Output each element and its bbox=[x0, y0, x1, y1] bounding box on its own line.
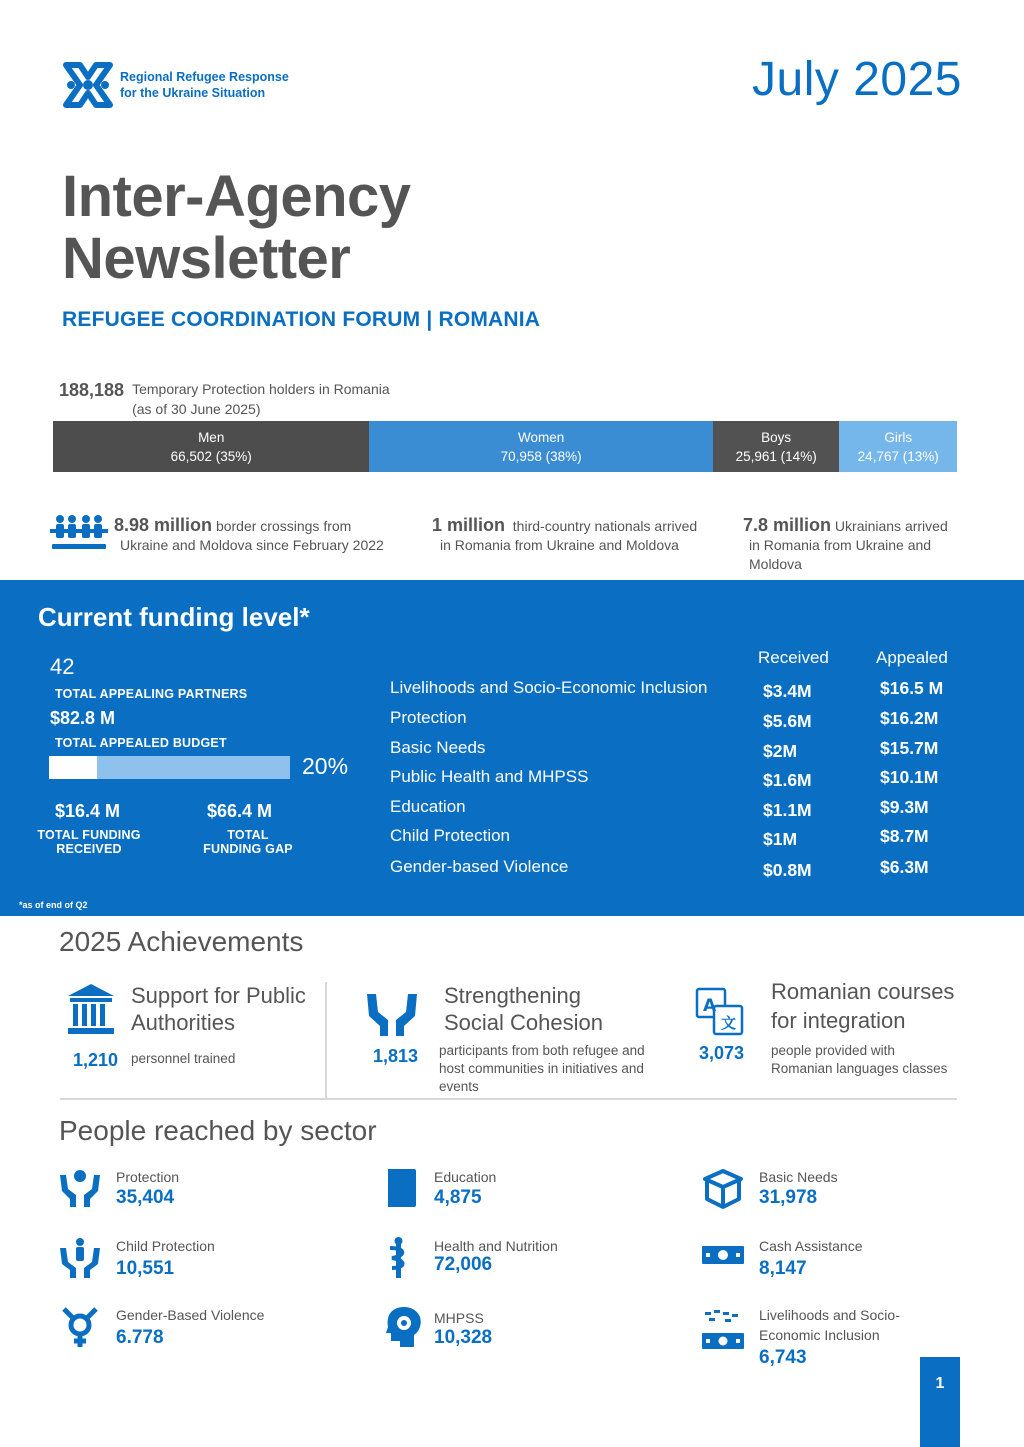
funding-appealed-value: $6.3M bbox=[880, 857, 929, 877]
page-title-line2: Newsletter bbox=[62, 226, 351, 291]
sector-value: 6.778 bbox=[116, 1327, 164, 1348]
sector-education bbox=[376, 1167, 636, 1223]
funding-appealed-value: $10.1M bbox=[880, 767, 939, 787]
received-label-line1: TOTAL FUNDING bbox=[37, 828, 141, 842]
achievement-desc bbox=[439, 1042, 645, 1096]
achievement-divider bbox=[325, 982, 327, 1098]
stat-text: third-country nationals arrived bbox=[512, 518, 698, 534]
sector-label-line2: Economic Inclusion bbox=[759, 1327, 880, 1343]
box-icon bbox=[701, 1167, 745, 1211]
funding-sector: Protection bbox=[390, 708, 467, 727]
achievement-title-line1: Strengthening bbox=[444, 983, 581, 1008]
sector-basic-needs bbox=[701, 1167, 961, 1223]
achievement-romanian-courses bbox=[694, 980, 984, 1098]
achievement-desc-line1: people provided with bbox=[771, 1043, 895, 1058]
funding-appealed-value: $15.7M bbox=[880, 738, 939, 758]
people-crossing-icon bbox=[50, 514, 108, 554]
funding-sector: Gender-based Violence bbox=[390, 857, 569, 876]
stat-number: 1 million bbox=[432, 515, 506, 535]
language-icon bbox=[694, 986, 748, 1040]
gap-label-line2: FUNDING GAP bbox=[203, 842, 293, 856]
svg-text:A: A bbox=[703, 996, 717, 1016]
achievement-title-line2: Social Cohesion bbox=[444, 1010, 603, 1035]
achievement-desc-line1: participants from both refugee and bbox=[439, 1043, 645, 1058]
funding-received-value: $5.6M bbox=[763, 711, 812, 731]
funding-title: Current funding level* bbox=[38, 602, 310, 632]
demo-label: Boys bbox=[761, 429, 792, 445]
funding-received: $16.4 M bbox=[55, 801, 121, 821]
demo-label: Women bbox=[518, 429, 565, 445]
gender-icon bbox=[58, 1305, 102, 1349]
tp-desc-line2: (as of 30 June 2025) bbox=[132, 401, 261, 417]
funding-progress-bar bbox=[49, 756, 290, 779]
stat-tcn-arrivals bbox=[432, 516, 732, 555]
sector-value: 31,978 bbox=[759, 1187, 818, 1208]
sectors-title: People reached by sector bbox=[59, 1115, 377, 1146]
org-name-line1: Regional Refugee Response bbox=[120, 70, 289, 84]
achievement-title-line2: for integration bbox=[771, 1008, 906, 1033]
achievement-desc-line2: host communities in initiatives and bbox=[439, 1061, 644, 1076]
demo-label: Girls bbox=[884, 429, 913, 445]
section-divider bbox=[60, 1098, 957, 1100]
demo-segment-boys bbox=[713, 421, 840, 472]
funding-row bbox=[390, 738, 990, 768]
funding-received-value: $1M bbox=[763, 829, 798, 849]
government-building-icon bbox=[66, 982, 116, 1036]
gap-label-line1: TOTAL bbox=[227, 828, 269, 842]
rrp-logo bbox=[60, 57, 300, 113]
sector-gbv bbox=[58, 1305, 318, 1361]
received-label bbox=[34, 828, 144, 856]
sector-label: Cash Assistance bbox=[759, 1238, 863, 1254]
sector-mhpss bbox=[384, 1305, 644, 1361]
child-protection-icon bbox=[58, 1236, 102, 1280]
page-subtitle: REFUGEE COORDINATION FORUM | ROMANIA bbox=[62, 308, 541, 331]
demo-value: 25,961 (14%) bbox=[735, 448, 817, 464]
col-header-received: Received bbox=[758, 648, 829, 667]
sector-value: 8,147 bbox=[759, 1258, 807, 1279]
funding-gap: $66.4 M bbox=[207, 801, 273, 821]
sector-label: Health and Nutrition bbox=[434, 1238, 558, 1254]
funding-panel bbox=[0, 580, 1024, 916]
hands-icon bbox=[364, 990, 420, 1038]
org-name-line2: for the Ukraine Situation bbox=[120, 86, 266, 100]
sector-label: Education bbox=[434, 1169, 497, 1185]
stat-text: Ukraine and Moldova since February 2022 bbox=[120, 537, 384, 553]
sector-label: Basic Needs bbox=[759, 1169, 838, 1185]
tp-total: 188,188 bbox=[59, 380, 125, 400]
funding-progress-fill bbox=[49, 756, 97, 779]
funding-received-value: $0.8M bbox=[763, 860, 812, 880]
funding-sector: Child Protection bbox=[390, 826, 511, 845]
protection-icon bbox=[58, 1167, 102, 1211]
funding-sector: Public Health and MHPSS bbox=[390, 767, 589, 786]
gap-label bbox=[193, 828, 303, 856]
sector-label: Child Protection bbox=[116, 1238, 215, 1254]
sector-label: Protection bbox=[116, 1169, 180, 1185]
cash-icon bbox=[701, 1236, 745, 1280]
demo-value: 66,502 (35%) bbox=[170, 448, 252, 464]
sector-health-nutrition bbox=[376, 1236, 636, 1292]
demo-segment-women bbox=[369, 421, 713, 472]
sector-protection bbox=[58, 1167, 318, 1223]
funding-row bbox=[390, 767, 990, 797]
achievement-title-line1: Romanian courses bbox=[771, 979, 955, 1004]
stat-text: border crossings from bbox=[215, 518, 352, 534]
sector-value: 72,006 bbox=[434, 1254, 493, 1275]
achievement-number: 1,210 bbox=[73, 1050, 119, 1070]
stat-text: Ukrainians arrived bbox=[834, 518, 948, 534]
funding-sector: Livelihoods and Socio-Economic Inclusion bbox=[390, 678, 708, 697]
tp-desc-line1: Temporary Protection holders in Romania bbox=[132, 381, 390, 397]
achievement-desc-line2: Romanian languages classes bbox=[771, 1061, 948, 1076]
achievement-title-line1: Support for Public bbox=[131, 983, 306, 1008]
demographics-bar bbox=[53, 421, 957, 472]
sector-label bbox=[759, 1305, 900, 1345]
funding-appealed-value: $9.3M bbox=[880, 797, 929, 817]
demo-value: 70,958 (38%) bbox=[500, 448, 582, 464]
mental-health-icon bbox=[384, 1305, 428, 1349]
stat-number: 7.8 million bbox=[743, 515, 832, 535]
health-icon bbox=[376, 1236, 420, 1280]
rrp-logo-icon bbox=[60, 57, 116, 113]
partners-label: TOTAL APPEALING PARTNERS bbox=[55, 687, 248, 701]
achievement-public-authorities bbox=[66, 980, 326, 1098]
funding-received-value: $2M bbox=[763, 741, 798, 761]
sector-label: MHPSS bbox=[434, 1310, 484, 1326]
achievement-title-line2: Authorities bbox=[131, 1010, 235, 1035]
book-icon bbox=[376, 1167, 420, 1211]
funding-footnote: *as of end of Q2 bbox=[19, 900, 88, 910]
achievement-number: 3,073 bbox=[699, 1043, 745, 1063]
achievement-desc-line3: events bbox=[439, 1079, 479, 1094]
achievement-number: 1,813 bbox=[373, 1046, 419, 1066]
stat-text: Moldova bbox=[749, 556, 802, 572]
funding-sector: Education bbox=[390, 797, 466, 816]
col-header-appealed: Appealed bbox=[876, 648, 948, 667]
page-title bbox=[62, 166, 411, 290]
funding-row bbox=[390, 857, 990, 887]
stat-number: 8.98 million bbox=[114, 515, 213, 535]
sector-child-protection bbox=[58, 1236, 318, 1292]
funding-received-value: $1.6M bbox=[763, 770, 812, 790]
appealed-budget: $82.8 M bbox=[50, 708, 116, 728]
tp-summary bbox=[59, 379, 390, 419]
demo-label: Men bbox=[198, 429, 225, 445]
sector-value: 6,743 bbox=[759, 1347, 807, 1368]
funding-appealed-value: $8.7M bbox=[880, 826, 929, 846]
sector-value: 10,551 bbox=[116, 1258, 175, 1279]
funding-row bbox=[390, 708, 990, 738]
livelihoods-icon bbox=[701, 1307, 745, 1351]
achievement-desc: personnel trained bbox=[131, 1051, 236, 1066]
demo-segment-girls bbox=[839, 421, 957, 472]
issue-date: July 2025 bbox=[752, 53, 962, 106]
page-number: 1 bbox=[920, 1357, 960, 1447]
funding-row bbox=[390, 797, 990, 827]
sector-label: Gender-Based Violence bbox=[116, 1307, 265, 1323]
achievements-title: 2025 Achievements bbox=[59, 926, 304, 957]
sector-value: 10,328 bbox=[434, 1327, 493, 1348]
stat-text: in Romania from Ukraine and bbox=[749, 537, 932, 553]
stat-text: in Romania from Ukraine and Moldova bbox=[440, 537, 679, 553]
funding-received-value: $1.1M bbox=[763, 800, 812, 820]
sector-label-line1: Livelihoods and Socio- bbox=[759, 1307, 900, 1323]
svg-text:文: 文 bbox=[721, 1014, 737, 1032]
sector-value: 4,875 bbox=[434, 1187, 482, 1208]
funding-received-value: $3.4M bbox=[763, 681, 812, 701]
sector-cash-assistance bbox=[701, 1236, 961, 1292]
budget-label: TOTAL APPEALED BUDGET bbox=[55, 736, 227, 750]
funding-sector: Basic Needs bbox=[390, 738, 486, 757]
stat-ukrainian-arrivals bbox=[743, 516, 983, 574]
achievement-social-cohesion bbox=[362, 980, 682, 1098]
funding-percent: 20% bbox=[302, 753, 349, 779]
stat-border-crossings bbox=[50, 516, 420, 555]
funding-row bbox=[390, 826, 990, 856]
demo-value: 24,767 (13%) bbox=[857, 448, 939, 464]
funding-appealed-value: $16.2M bbox=[880, 708, 939, 728]
achievement-desc bbox=[771, 1042, 947, 1078]
page-title-line1: Inter-Agency bbox=[62, 164, 411, 229]
funding-row bbox=[390, 678, 990, 708]
funding-appealed-value: $16.5 M bbox=[880, 678, 944, 698]
key-stats bbox=[50, 516, 980, 578]
sector-value: 35,404 bbox=[116, 1187, 175, 1208]
received-label-line2: RECEIVED bbox=[56, 842, 122, 856]
demo-segment-men bbox=[53, 421, 369, 472]
partners-count: 42 bbox=[50, 654, 75, 679]
